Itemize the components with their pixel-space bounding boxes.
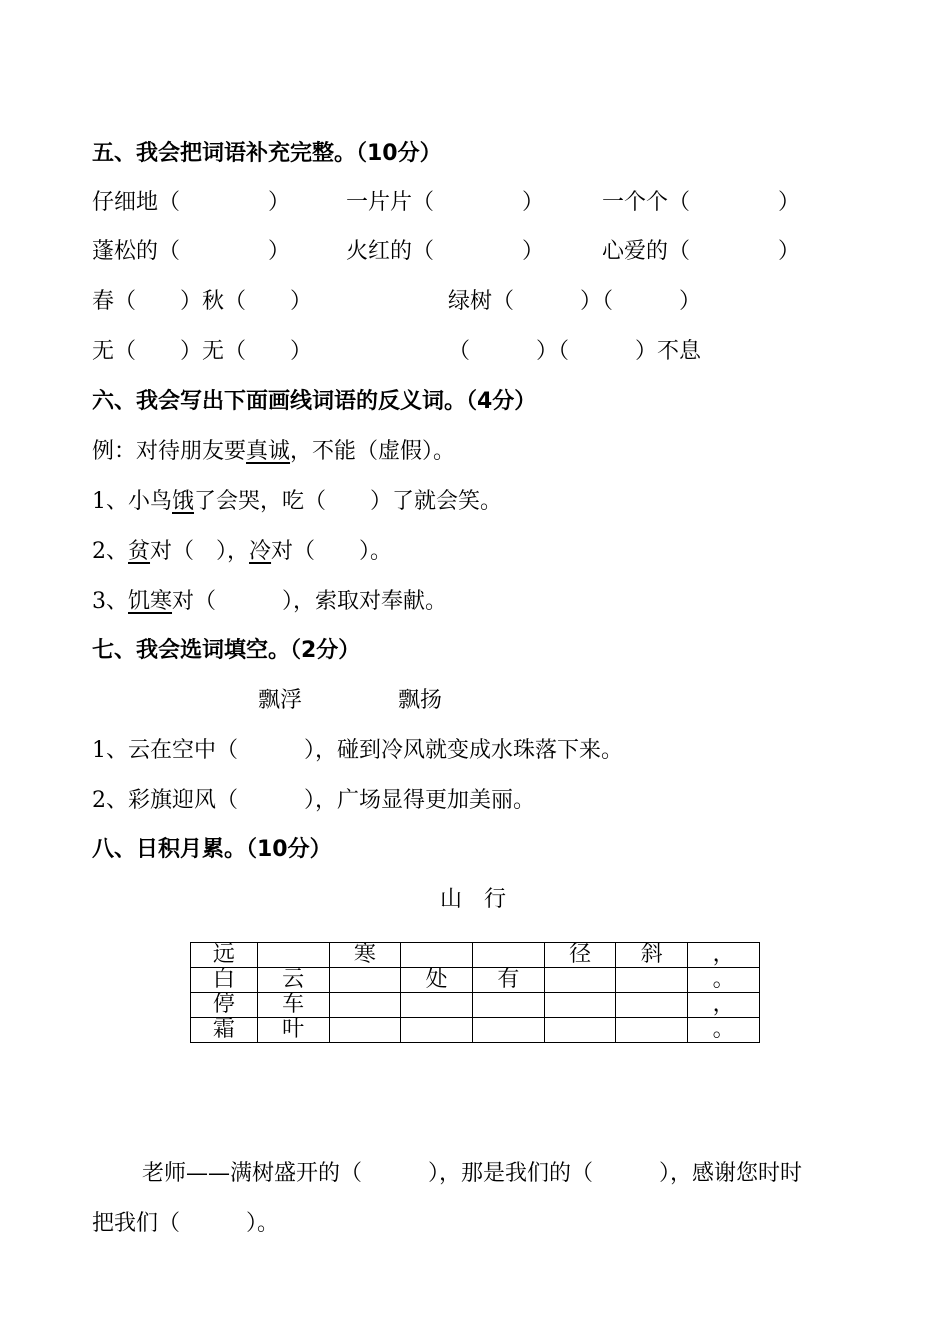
poem-row [191,993,760,1018]
section6-title: 六、我会写出下面画线词语的反义词。（4分） [92,389,537,414]
teacher-line: 老师——满树盛开的（ ），那是我们的（ ），感谢您时时 [142,1161,803,1186]
poem-cell: 霜 [191,1018,258,1043]
poem-cell: 远 [191,943,258,968]
poem-cell [616,1018,688,1043]
poem-cell [544,968,616,993]
poem-cell: 。 [688,968,760,993]
fill-item: 仔细地（ ） [92,190,291,215]
underlined-word: 冷 [249,539,272,564]
poem-cell [544,1018,616,1043]
poem-cell [329,968,401,993]
example-line [92,437,455,467]
word-choice: 飘浮 [258,688,303,713]
poem-cell [329,1018,401,1043]
section8-title: 八、日积月累。（10分） [92,837,332,862]
question-line [92,487,502,517]
poem-cell [616,968,688,993]
question-line [92,537,392,567]
text: 对（ ）， [150,539,250,564]
underlined-word: 饥寒 [128,589,173,614]
fill-item: 蓬松的（ ） [92,239,291,264]
section5-title: 五、我会把词语补充完整。（10分） [92,141,442,166]
poem-cell [472,943,544,968]
fill-item: 一个个（ ） [602,190,801,215]
text: 2、 [92,539,128,564]
poem-cell: 。 [688,1018,760,1043]
fill-item: 绿树（ ）（ ） [448,289,702,314]
poem-row [191,968,760,993]
fill-item: 一片片（ ） [346,190,545,215]
poem-cell [544,993,616,1018]
poem-title: 山 行 [440,887,507,912]
poem-cell [472,1018,544,1043]
question-line [92,587,447,617]
poem-row [191,943,760,968]
fill-item: 心爱的（ ） [602,239,801,264]
poem-cell: 叶 [257,1018,329,1043]
poem-cell: 停 [191,993,258,1018]
text: 例：对待朋友要 [92,439,247,464]
poem-row [191,1018,760,1043]
poem-cell: 云 [257,968,329,993]
poem-cell: 白 [191,968,258,993]
text: 对（ ）。 [271,539,393,564]
poem-cell [329,993,401,1018]
text: 1、小鸟 [92,489,172,514]
poem-cell [616,993,688,1018]
word-choice: 飘扬 [398,688,443,713]
poem-cell: 径 [544,943,616,968]
underlined-word: 真诚 [246,439,291,464]
poem-cell: ， [688,993,760,1018]
poem-cell: 处 [401,968,473,993]
poem-cell: 寒 [329,943,401,968]
text: 了会哭，吃（ ）了就会笑。 [194,489,503,514]
question-line: 2、彩旗迎风（ ），广场显得更加美丽。 [92,788,535,813]
poem-cell [472,993,544,1018]
question-line: 1、云在空中（ ），碰到冷风就变成水珠落下来。 [92,738,623,763]
underlined-word: 贫 [128,539,151,564]
section7-title: 七、我会选词填空。（2分） [92,638,361,663]
poem-cell: ， [688,943,760,968]
fill-item: （ ）（ ）不息 [448,339,702,364]
fill-item: 无（ ）无（ ） [92,339,313,364]
poem-cell [401,993,473,1018]
text: 对（ ），索取对奉献。 [172,589,448,614]
poem-cell: 车 [257,993,329,1018]
poem-cell: 斜 [616,943,688,968]
poem-cell [257,943,329,968]
underlined-word: 饿 [172,489,195,514]
poem-cell: 有 [472,968,544,993]
fill-item: 火红的（ ） [346,239,545,264]
poem-table [190,942,760,1043]
poem-cell [401,1018,473,1043]
text: 3、 [92,589,128,614]
text: ，不能（虚假）。 [290,439,456,464]
teacher-line: 把我们（ ）。 [92,1211,280,1236]
poem-cell [401,943,473,968]
fill-item: 春（ ）秋（ ） [92,289,313,314]
